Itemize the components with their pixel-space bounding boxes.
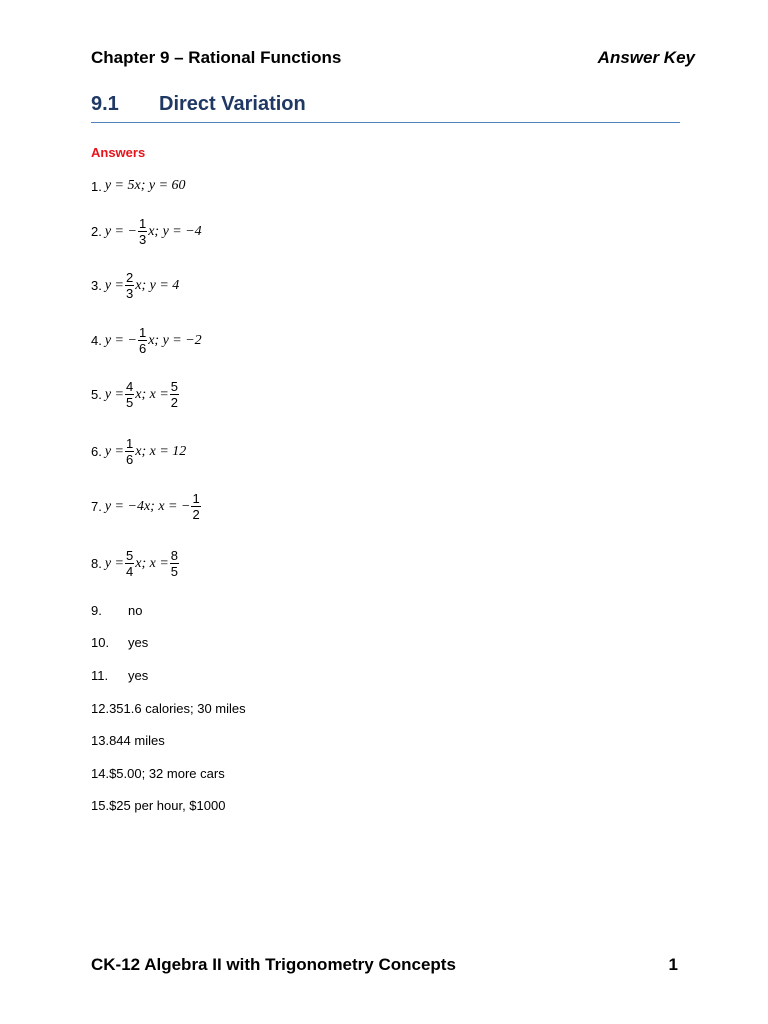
answer-expression-prefix: y = xyxy=(104,277,125,293)
answer-text: yes xyxy=(128,635,149,650)
denominator: 5 xyxy=(126,395,134,410)
numerator: 1 xyxy=(192,491,200,506)
answer-number: 6. xyxy=(91,444,102,459)
answer-key-header: Answer Key xyxy=(597,48,695,67)
answer-3 xyxy=(91,270,179,301)
denominator: 2 xyxy=(192,507,200,522)
denominator: 2 xyxy=(170,395,179,410)
answer-expression-prefix: y = −4x; x = − xyxy=(104,498,191,514)
answer-number: 5. xyxy=(91,387,102,402)
fraction xyxy=(125,379,134,410)
fraction xyxy=(125,270,134,301)
section-number: 9.1 xyxy=(91,93,119,115)
answer-expression-prefix: y = − xyxy=(104,223,137,239)
denominator: 4 xyxy=(126,564,134,579)
answer-number: 9. xyxy=(91,603,102,618)
answer-expression-middle: x; x = xyxy=(135,555,169,571)
answer-number: 7. xyxy=(91,499,102,514)
answer-15: 15.$25 per hour, $1000 xyxy=(91,798,226,813)
fraction xyxy=(191,491,200,522)
denominator: 3 xyxy=(126,286,134,301)
answer-number: 10. xyxy=(91,635,110,650)
answer-number: 4. xyxy=(91,333,102,348)
section-title xyxy=(91,93,680,123)
answer-number: 3. xyxy=(91,278,102,293)
denominator: 6 xyxy=(138,341,147,356)
answer-7 xyxy=(91,491,202,522)
denominator: 3 xyxy=(138,232,147,247)
numerator: 4 xyxy=(126,379,134,394)
answer-13: 13.844 miles xyxy=(91,733,165,748)
numerator: 2 xyxy=(126,270,134,285)
answer-expression-prefix: y = xyxy=(104,555,125,571)
numerator: 8 xyxy=(170,548,179,563)
answer-14: 14.$5.00; 32 more cars xyxy=(91,766,225,781)
answer-expression-suffix: x; y = −2 xyxy=(148,332,202,348)
answer-expression-middle: x; x = xyxy=(135,386,169,402)
fraction xyxy=(170,548,179,579)
numerator: 1 xyxy=(138,216,147,231)
chapter-header: Chapter 9 – Rational Functions xyxy=(91,48,342,67)
fraction xyxy=(138,325,147,356)
answer-expression-suffix: x; y = 4 xyxy=(135,277,180,293)
answer-expression-prefix: y = − xyxy=(104,332,137,348)
answer-8 xyxy=(91,548,180,579)
answer-1 xyxy=(91,178,186,194)
answer-number: 8. xyxy=(91,556,102,571)
fraction xyxy=(138,216,147,247)
answer-10 xyxy=(91,635,148,650)
section-name: Direct Variation xyxy=(159,93,306,115)
answer-number: 2. xyxy=(91,224,102,239)
fraction xyxy=(125,436,134,467)
answer-2 xyxy=(91,216,202,247)
answer-number: 1. xyxy=(91,178,102,194)
answer-text: yes xyxy=(128,668,149,683)
answer-expression-prefix: y = xyxy=(104,386,125,402)
numerator: 1 xyxy=(126,436,134,451)
fraction xyxy=(170,379,179,410)
answers-label: Answers xyxy=(91,145,146,160)
answer-6 xyxy=(91,436,186,467)
answer-9 xyxy=(91,603,142,618)
answer-5 xyxy=(91,379,180,410)
numerator: 5 xyxy=(170,379,179,394)
answer-11 xyxy=(91,668,148,683)
answer-expression: y = 5x; y = 60 xyxy=(104,178,186,193)
numerator: 1 xyxy=(138,325,147,340)
answer-expression-prefix: y = xyxy=(104,443,125,459)
answer-number: 11. xyxy=(91,668,109,683)
denominator: 6 xyxy=(126,452,134,467)
answer-expression-suffix: x; x = 12 xyxy=(135,443,187,459)
answer-12: 12.351.6 calories; 30 miles xyxy=(91,701,246,716)
denominator: 5 xyxy=(170,564,179,579)
footer-book-title: CK-12 Algebra II with Trigonometry Concepts xyxy=(91,955,456,974)
answer-text: no xyxy=(128,603,143,618)
answer-expression-suffix: x; y = −4 xyxy=(148,223,202,239)
numerator: 5 xyxy=(126,548,134,563)
answer-4 xyxy=(91,325,202,356)
page-number: 1 xyxy=(668,955,678,974)
fraction xyxy=(125,548,134,579)
